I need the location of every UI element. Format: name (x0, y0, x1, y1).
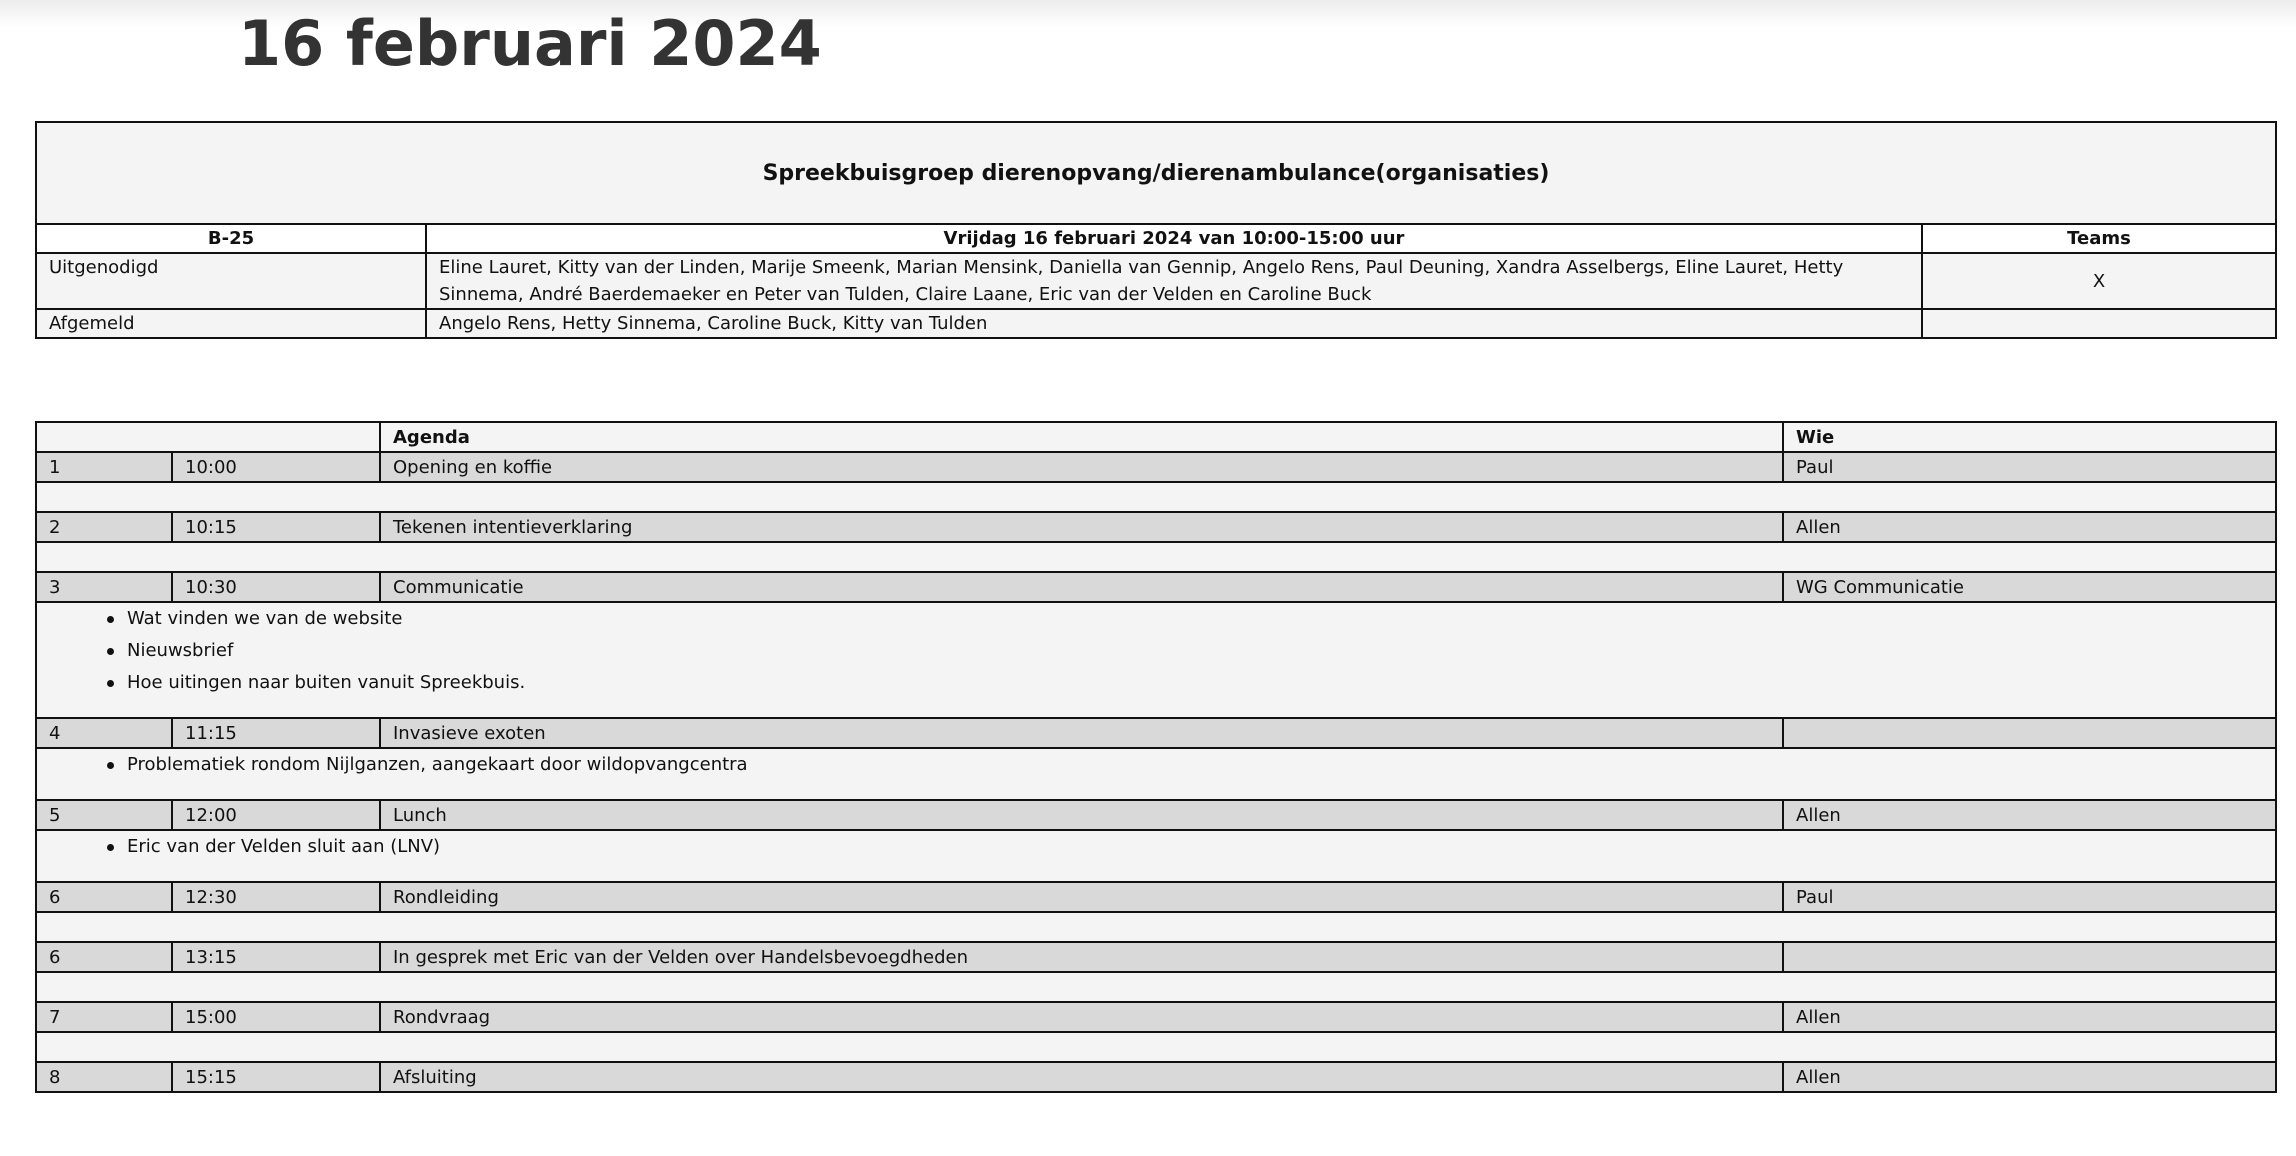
item-who (1783, 942, 2276, 972)
agenda-item-row (36, 718, 2276, 748)
meeting-when: Vrijdag 16 februari 2024 van 10:00-15:00 uur (426, 224, 1922, 253)
declined-mark (1922, 309, 2276, 338)
bullet-cell (36, 748, 2276, 800)
item-number: 4 (36, 718, 172, 748)
invited-mark: X (1922, 253, 2276, 309)
item-number: 3 (36, 572, 172, 602)
spacer-cell (36, 1032, 2276, 1062)
who-header: Wie (1783, 422, 2276, 452)
agenda-table (35, 421, 2277, 1093)
item-topic: Rondleiding (380, 882, 1783, 912)
spacer-cell (36, 542, 2276, 572)
spacer-row (36, 972, 2276, 1002)
agenda-header: Agenda (380, 422, 1783, 452)
declined-label: Afgemeld (36, 309, 426, 338)
item-number: 6 (36, 882, 172, 912)
item-topic: Rondvraag (380, 1002, 1783, 1032)
bullet-item: Nieuwsbrief (127, 635, 2275, 667)
item-time: 15:00 (172, 1002, 380, 1032)
item-who (1783, 718, 2276, 748)
agenda-header-blank (36, 422, 380, 452)
bullet-row (36, 830, 2276, 882)
bullet-cell (36, 830, 2276, 882)
invited-list: Eline Lauret, Kitty van der Linden, Marije Smeenk, Marian Mensink, Daniella van Gennip, Angelo Rens, Paul Deuning, Xandra Asselbergs, Eline Lauret, Hetty Sinnema, André Baerdemaeker en Peter van Tulden, Claire Laane, Eric van der Velden en Caroline Buck (426, 253, 1922, 309)
agenda-header-row (36, 422, 2276, 452)
item-time: 13:15 (172, 942, 380, 972)
agenda-item-row (36, 572, 2276, 602)
bullet-row (36, 602, 2276, 718)
item-who: Allen (1783, 800, 2276, 830)
item-who: WG Communicatie (1783, 572, 2276, 602)
item-topic: Communicatie (380, 572, 1783, 602)
bullet-cell (36, 602, 2276, 718)
item-who: Allen (1783, 1002, 2276, 1032)
item-topic: Lunch (380, 800, 1783, 830)
meeting-code: B-25 (36, 224, 426, 253)
page-title: 16 februari 2024 (238, 7, 822, 80)
item-number: 5 (36, 800, 172, 830)
agenda-item-row (36, 942, 2276, 972)
spacer-row (36, 482, 2276, 512)
item-time: 10:30 (172, 572, 380, 602)
item-topic: Opening en koffie (380, 452, 1783, 482)
item-topic: Tekenen intentieverklaring (380, 512, 1783, 542)
item-time: 12:30 (172, 882, 380, 912)
spacer-cell (36, 482, 2276, 512)
bullet-list (77, 603, 2275, 699)
bullet-list (77, 831, 2275, 863)
invited-label: Uitgenodigd (36, 253, 426, 309)
spacer-cell (36, 972, 2276, 1002)
meeting-platform: Teams (1922, 224, 2276, 253)
item-time: 15:15 (172, 1062, 380, 1092)
spacer-row (36, 542, 2276, 572)
meeting-info-table (35, 121, 2277, 339)
item-number: 8 (36, 1062, 172, 1092)
bullet-item: Problematiek rondom Nijlganzen, aangekaart door wildopvangcentra (127, 749, 2275, 781)
agenda-item-row (36, 512, 2276, 542)
item-who: Paul (1783, 452, 2276, 482)
bullet-list (77, 749, 2275, 781)
item-number: 1 (36, 452, 172, 482)
item-who: Paul (1783, 882, 2276, 912)
bullet-row (36, 748, 2276, 800)
item-number: 6 (36, 942, 172, 972)
bullet-item: Hoe uitingen naar buiten vanuit Spreekbuis. (127, 667, 2275, 699)
declined-list: Angelo Rens, Hetty Sinnema, Caroline Buck, Kitty van Tulden (426, 309, 1922, 338)
item-time: 10:15 (172, 512, 380, 542)
spacer-row (36, 1032, 2276, 1062)
bullet-item: Eric van der Velden sluit aan (LNV) (127, 831, 2275, 863)
agenda-item-row (36, 452, 2276, 482)
agenda-item-row (36, 1062, 2276, 1092)
spacer-cell (36, 912, 2276, 942)
bullet-item: Wat vinden we van de website (127, 603, 2275, 635)
item-who: Allen (1783, 1062, 2276, 1092)
meeting-title: Spreekbuisgroep dierenopvang/dierenambulance(organisaties) (36, 122, 2276, 224)
item-number: 2 (36, 512, 172, 542)
item-time: 11:15 (172, 718, 380, 748)
item-topic: In gesprek met Eric van der Velden over Handelsbevoegdheden (380, 942, 1783, 972)
agenda-item-row (36, 1002, 2276, 1032)
item-who: Allen (1783, 512, 2276, 542)
item-number: 7 (36, 1002, 172, 1032)
item-topic: Afsluiting (380, 1062, 1783, 1092)
spacer-row (36, 912, 2276, 942)
agenda-item-row (36, 800, 2276, 830)
item-time: 12:00 (172, 800, 380, 830)
item-topic: Invasieve exoten (380, 718, 1783, 748)
agenda-item-row (36, 882, 2276, 912)
item-time: 10:00 (172, 452, 380, 482)
